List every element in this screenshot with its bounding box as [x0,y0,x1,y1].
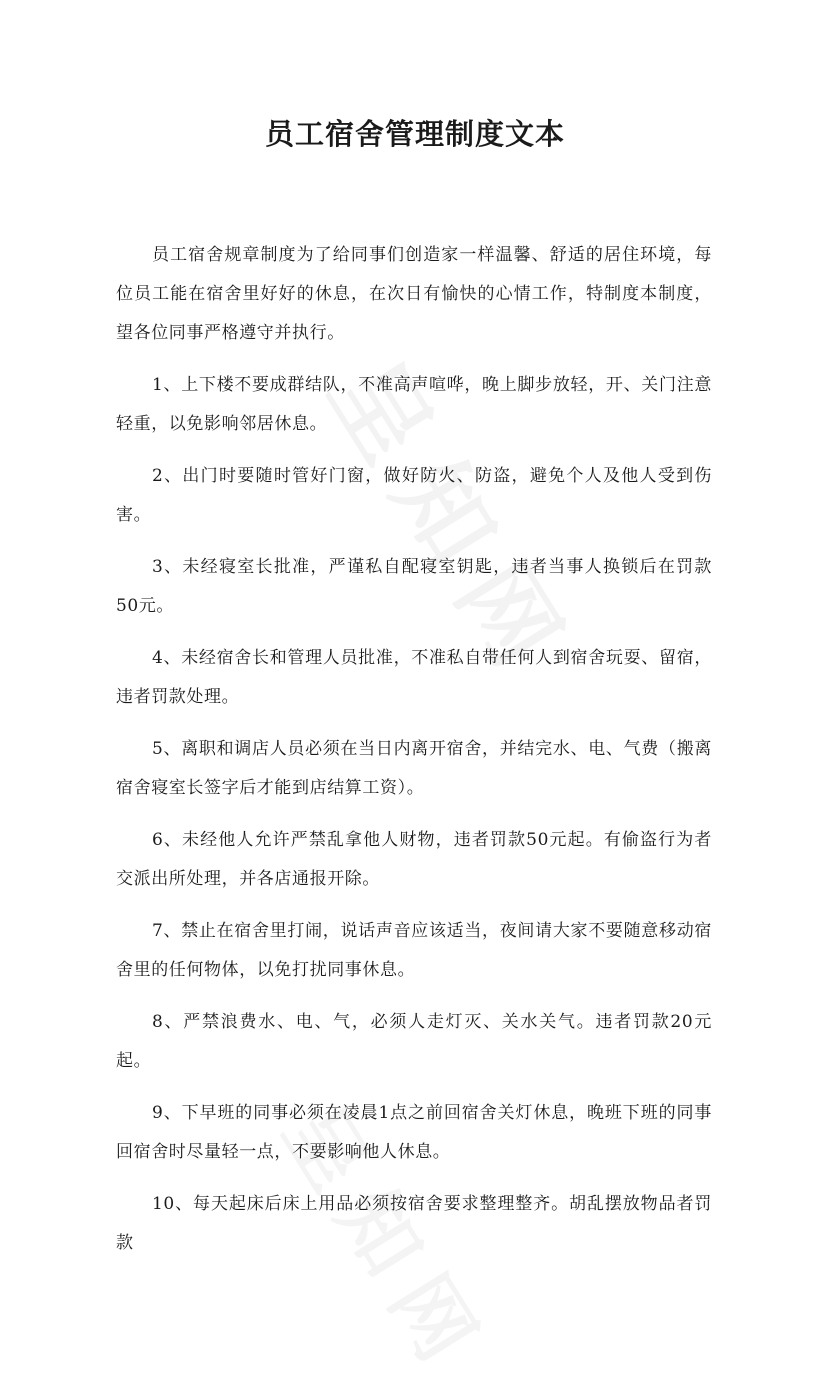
rule-4: 4、未经宿舍长和管理人员批准，不准私自带任何人到宿舍玩耍、留宿，违者罚款处理。 [116,648,712,707]
rule-6: 6、未经他人允许严禁乱拿他人财物，违者罚款50元起。有偷盗行为者交派出所处理，并各店通报开除。 [116,830,712,889]
rule-5: 5、离职和调店人员必须在当日内离开宿舍，并结完水、电、气费（搬离宿舍寝室长签字后才能到店结算工资）。 [116,739,712,798]
document-body [116,236,712,1276]
rule-7: 7、禁止在宿舍里打闹，说话声音应该适当，夜间请大家不要随意移动宿舍里的任何物体，以免打扰同事休息。 [116,921,712,980]
rule-10: 10、每天起床后床上用品必须按宿舍要求整理整齐。胡乱摆放物品者罚款 [116,1194,712,1253]
document-title: 员工宿舍管理制度文本 [264,117,565,151]
rule-8: 8、严禁浪费水、电、气，必须人走灯灭、关水关气。违者罚款20元起。 [116,1012,712,1071]
rule-1: 1、上下楼不要成群结队，不准高声喧哗，晚上脚步放轻，开、关门注意轻重，以免影响邻居休息。 [116,375,712,434]
rule-9: 9、下早班的同事必须在凌晨1点之前回宿舍关灯休息，晚班下班的同事回宿舍时尽量轻一点，不要影响他人休息。 [116,1103,712,1162]
intro-paragraph: 员工宿舍规章制度为了给同事们创造家一样温馨、舒适的居住环境，每位员工能在宿舍里好好的休息，在次日有愉快的心情工作，特制度本制度，望各位同事严格遵守并执行。 [116,245,712,343]
rule-2: 2、出门时要随时管好门窗，做好防火、防盗，避免个人及他人受到伤害。 [116,466,712,525]
rule-3: 3、未经寝室长批准，严谨私自配寝室钥匙，违者当事人换锁后在罚款50元。 [116,557,712,616]
